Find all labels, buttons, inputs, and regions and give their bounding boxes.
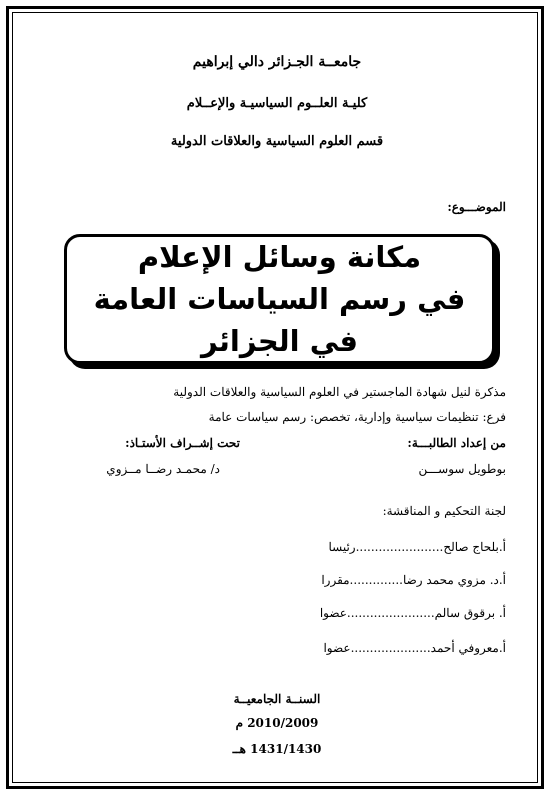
committee-member-4: أ.معروفي أحمد.....................عضوا (323, 641, 506, 655)
department-name: قسم العلوم السياسية والعلاقات الدولية (170, 134, 384, 149)
subject-label: الموضـــوع: (447, 200, 506, 214)
supervisor-name: د/ محمـد رضــا مــزوي (106, 462, 220, 476)
university-name: جامعــة الجـزائر دالي إبراهيم (192, 54, 362, 70)
academic-year-hijri: 1431/1430 هــ (232, 742, 322, 756)
committee-label: لجنة التحكيم و المناقشة: (382, 504, 506, 518)
academic-year-label: السنــة الجامعيــة (233, 692, 321, 706)
degree-note: مذكرة لنيل شهادة الماجستير في العلوم السياسية والعلاقات الدولية (173, 385, 506, 399)
academic-year-gregorian: 2010/2009 م (235, 716, 319, 730)
committee-member-3: أ. برقوق سالم.......................عضوا (319, 606, 506, 620)
supervisor-label: تحت إشــراف الأستـاذ: (125, 436, 240, 450)
title-box (64, 234, 495, 364)
branch-specialty: فرع: تنظيمات سياسية وإدارية، تخصص: رسم سياسات عامة (208, 410, 506, 424)
title-line-3: في الجزائر (200, 324, 359, 358)
title-line-1: مكانة وسائل الإعلام (137, 240, 422, 274)
committee-member-1: أ.بلحاج صالح.......................رئيسا (328, 540, 506, 554)
student-name: بوطويل سوســـن (418, 462, 506, 476)
committee-member-2: أ.د. مزوي محمد رضا..............مقررا (321, 573, 506, 587)
faculty-name: كليـة العلــوم السياسيـة والإعــلام (186, 96, 368, 111)
title-line-2: في رسم السياسات العامة (93, 282, 466, 316)
student-label: من إعداد الطالبـــة: (407, 436, 506, 450)
